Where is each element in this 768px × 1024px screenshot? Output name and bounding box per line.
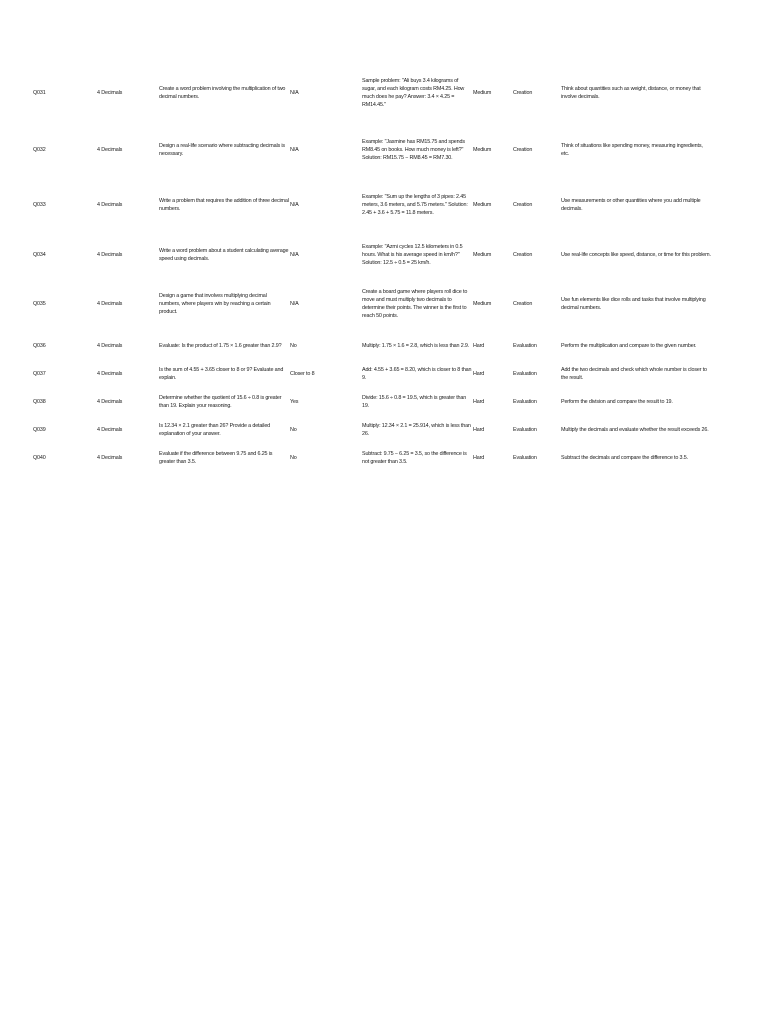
answer-cell	[290, 418, 350, 442]
example-solution-cell	[362, 232, 472, 278]
cognitive-level-cell-text: Creation	[513, 89, 533, 96]
question-id-cell	[33, 446, 83, 470]
difficulty-cell-text: Hard	[473, 398, 485, 405]
example-solution-cell-text: Multiply: 1.75 × 1.6 = 2.8, which is less than 2.9.	[362, 342, 470, 349]
table-row	[0, 277, 768, 331]
question-id-cell-text: Q032	[33, 146, 46, 153]
answer-cell-text: N/A	[290, 146, 299, 153]
difficulty-cell-text: Medium	[473, 300, 492, 307]
question-id-cell	[33, 232, 83, 278]
topic-cell-text: 4 Decimals	[97, 251, 123, 258]
difficulty-cell	[473, 334, 509, 358]
hint-cell	[561, 390, 711, 414]
question-id-cell	[33, 277, 83, 331]
question-id-cell-text: Q038	[33, 398, 46, 405]
topic-cell	[97, 446, 152, 470]
question-cell	[159, 277, 289, 331]
hint-cell-text: Think about quantities such as weight, distance, or money that involve decimals.	[561, 85, 701, 100]
topic-cell	[97, 182, 152, 228]
example-solution-cell	[362, 62, 472, 124]
cognitive-level-cell	[513, 127, 557, 173]
cognitive-level-cell	[513, 182, 557, 228]
answer-cell	[290, 182, 350, 228]
answer-cell	[290, 362, 350, 386]
example-solution-cell-text: Create a board game where players roll dice to move and must multiply two decimals to determine their points. The winner is the first to reach 50 points.	[362, 288, 468, 320]
question-cell-text: Evaluate: Is the product of 1.75 × 1.6 greater than 2.9?	[159, 342, 282, 349]
answer-cell-text: N/A	[290, 300, 299, 307]
difficulty-cell-text: Medium	[473, 251, 492, 258]
question-id-cell-text: Q037	[33, 370, 46, 377]
answer-cell-text: N/A	[290, 201, 299, 208]
question-cell	[159, 446, 289, 470]
example-solution-cell-text: Sample problem: "Ali buys 3.4 kilograms of sugar, and each kilogram costs RM4.25. How much does he pay? Answer: 3.4 × 4.25 = RM14.45."	[362, 77, 465, 109]
topic-cell-text: 4 Decimals	[97, 426, 123, 433]
difficulty-cell	[473, 182, 509, 228]
hint-cell	[561, 334, 711, 358]
answer-cell	[290, 446, 350, 470]
question-cell-text: Determine whether the quotient of 15.6 ÷ 0.8 is greater than 19. Explain your reasoning.	[159, 394, 282, 409]
topic-cell	[97, 362, 152, 386]
hint-cell-text: Use fun elements like dice rolls and tasks that involve multiplying decimal numbers.	[561, 296, 706, 311]
question-id-cell	[33, 418, 83, 442]
hint-cell	[561, 446, 711, 470]
difficulty-cell	[473, 362, 509, 386]
cognitive-level-cell-text: Evaluation	[513, 342, 537, 349]
cognitive-level-cell-text: Creation	[513, 300, 533, 307]
question-cell	[159, 232, 289, 278]
difficulty-cell	[473, 418, 509, 442]
question-id-cell-text: Q031	[33, 89, 46, 96]
hint-cell-text: Use measurements or other quantities where you add multiple decimals.	[561, 197, 701, 212]
cognitive-level-cell-text: Evaluation	[513, 454, 537, 461]
cognitive-level-cell-text: Evaluation	[513, 426, 537, 433]
question-id-cell-text: Q034	[33, 251, 46, 258]
question-id-cell	[33, 334, 83, 358]
question-id-cell-text: Q033	[33, 201, 46, 208]
question-cell-text: Is 12.34 × 2.1 greater than 26? Provide a detailed explanation of your answer.	[159, 422, 271, 437]
table-row	[0, 362, 768, 386]
hint-cell-text: Add the two decimals and check which whole number is closer to the result.	[561, 366, 707, 381]
topic-cell	[97, 127, 152, 173]
topic-cell-text: 4 Decimals	[97, 201, 123, 208]
topic-cell	[97, 277, 152, 331]
difficulty-cell	[473, 277, 509, 331]
cognitive-level-cell	[513, 446, 557, 470]
question-cell-text: Write a word problem about a student calculating average speed using decimals.	[159, 247, 289, 262]
hint-cell	[561, 62, 711, 124]
answer-cell	[290, 62, 350, 124]
hint-cell-text: Perform the division and compare the result to 19.	[561, 398, 673, 405]
difficulty-cell-text: Hard	[473, 342, 485, 349]
table-row	[0, 182, 768, 228]
question-cell	[159, 334, 289, 358]
hint-cell-text: Think of situations like spending money, measuring ingredients, etc.	[561, 142, 703, 157]
hint-cell	[561, 127, 711, 173]
hint-cell	[561, 277, 711, 331]
difficulty-cell	[473, 127, 509, 173]
question-cell	[159, 127, 289, 173]
hint-cell	[561, 362, 711, 386]
question-cell-text: Design a game that involves multiplying decimal numbers, where players win by reaching a certain product.	[159, 292, 271, 316]
table-row	[0, 390, 768, 414]
question-id-cell	[33, 182, 83, 228]
question-cell	[159, 62, 289, 124]
topic-cell	[97, 418, 152, 442]
answer-cell-text: No	[290, 454, 297, 461]
answer-cell-text: Yes	[290, 398, 299, 405]
question-cell	[159, 182, 289, 228]
example-solution-cell-text: Example: "Sum up the lengths of 3 pipes: 2.45 meters, 3.6 meters, and 5.75 meters." Solution: 2.45 + 3.6 + 5.75 = 11.8 meters.	[362, 193, 468, 217]
topic-cell-text: 4 Decimals	[97, 146, 123, 153]
answer-cell	[290, 390, 350, 414]
cognitive-level-cell-text: Creation	[513, 146, 533, 153]
difficulty-cell-text: Hard	[473, 454, 485, 461]
table-row	[0, 232, 768, 278]
question-cell-text: Is the sum of 4.55 + 3.65 closer to 8 or 9? Evaluate and explain.	[159, 366, 284, 381]
answer-cell-text: No	[290, 426, 297, 433]
table-row	[0, 127, 768, 173]
hint-cell	[561, 232, 711, 278]
cognitive-level-cell-text: Evaluation	[513, 398, 537, 405]
answer-cell	[290, 232, 350, 278]
answer-cell	[290, 277, 350, 331]
question-cell-text: Write a problem that requires the addition of three decimal numbers.	[159, 197, 289, 212]
difficulty-cell	[473, 232, 509, 278]
question-id-cell-text: Q035	[33, 300, 46, 307]
example-solution-cell-text: Divide: 15.6 ÷ 0.8 = 19.5, which is greater than 19.	[362, 394, 467, 409]
cognitive-level-cell	[513, 362, 557, 386]
cognitive-level-cell-text: Creation	[513, 201, 533, 208]
question-id-cell	[33, 390, 83, 414]
example-solution-cell	[362, 334, 472, 358]
answer-cell	[290, 334, 350, 358]
question-cell	[159, 390, 289, 414]
answer-cell-text: N/A	[290, 89, 299, 96]
topic-cell-text: 4 Decimals	[97, 454, 123, 461]
hint-cell-text: Use real-life concepts like speed, distance, or time for this problem.	[561, 251, 711, 258]
question-cell-text: Evaluate if the difference between 9.75 and 6.25 is greater than 3.5.	[159, 450, 273, 465]
difficulty-cell	[473, 446, 509, 470]
answer-cell-text: No	[290, 342, 297, 349]
topic-cell-text: 4 Decimals	[97, 370, 123, 377]
topic-cell	[97, 232, 152, 278]
topic-cell-text: 4 Decimals	[97, 89, 123, 96]
table-row	[0, 446, 768, 470]
question-id-cell-text: Q040	[33, 454, 46, 461]
cognitive-level-cell	[513, 418, 557, 442]
example-solution-cell-text: Example: "Jasmine has RM15.75 and spends RM8.45 on books. How much money is left?" Solution: RM15.75 − RM8.45 = RM7.30.	[362, 138, 465, 162]
table-row	[0, 62, 768, 124]
table-row	[0, 418, 768, 442]
difficulty-cell-text: Medium	[473, 89, 492, 96]
example-solution-cell	[362, 390, 472, 414]
question-id-cell	[33, 127, 83, 173]
example-solution-cell	[362, 127, 472, 173]
difficulty-cell-text: Hard	[473, 370, 485, 377]
cognitive-level-cell-text: Evaluation	[513, 370, 537, 377]
difficulty-cell-text: Hard	[473, 426, 485, 433]
difficulty-cell	[473, 390, 509, 414]
topic-cell-text: 4 Decimals	[97, 300, 123, 307]
example-solution-cell	[362, 362, 472, 386]
example-solution-cell	[362, 182, 472, 228]
question-id-cell-text: Q039	[33, 426, 46, 433]
topic-cell	[97, 334, 152, 358]
question-id-cell-text: Q036	[33, 342, 46, 349]
hint-cell	[561, 418, 711, 442]
cognitive-level-cell-text: Creation	[513, 251, 533, 258]
question-cell	[159, 362, 289, 386]
example-solution-cell-text: Multiply: 12.34 × 2.1 = 25.914, which is less than 26.	[362, 422, 471, 437]
cognitive-level-cell	[513, 390, 557, 414]
question-id-cell	[33, 62, 83, 124]
question-cell	[159, 418, 289, 442]
example-solution-cell	[362, 277, 472, 331]
topic-cell	[97, 390, 152, 414]
hint-cell-text: Subtract the decimals and compare the difference to 3.5.	[561, 454, 688, 461]
cognitive-level-cell	[513, 277, 557, 331]
example-solution-cell-text: Example: "Azmi cycles 12.5 kilometers in 0.5 hours. What is his average speed in km/h?" Solution: 12.5 ÷ 0.5 = 25 km/h.	[362, 243, 463, 267]
cognitive-level-cell	[513, 62, 557, 124]
answer-cell-text: Closer to 8	[290, 370, 315, 377]
hint-cell	[561, 182, 711, 228]
difficulty-cell-text: Medium	[473, 146, 492, 153]
question-cell-text: Design a real-life scenario where subtracting decimals is necessary.	[159, 142, 285, 157]
example-solution-cell	[362, 418, 472, 442]
hint-cell-text: Multiply the decimals and evaluate whether the result exceeds 26.	[561, 426, 709, 433]
question-id-cell	[33, 362, 83, 386]
table-row	[0, 334, 768, 358]
hint-cell-text: Perform the multiplication and compare to the given number.	[561, 342, 697, 349]
question-cell-text: Create a word problem involving the multiplication of two decimal numbers.	[159, 85, 286, 100]
cognitive-level-cell	[513, 232, 557, 278]
topic-cell-text: 4 Decimals	[97, 398, 123, 405]
cognitive-level-cell	[513, 334, 557, 358]
difficulty-cell	[473, 62, 509, 124]
example-solution-cell-text: Subtract: 9.75 − 6.25 = 3.5, so the difference is not greater than 3.5.	[362, 450, 467, 465]
example-solution-cell	[362, 446, 472, 470]
example-solution-cell-text: Add: 4.55 + 3.65 = 8.20, which is closer to 8 than 9.	[362, 366, 472, 381]
answer-cell-text: N/A	[290, 251, 299, 258]
answer-cell	[290, 127, 350, 173]
topic-cell	[97, 62, 152, 124]
topic-cell-text: 4 Decimals	[97, 342, 123, 349]
difficulty-cell-text: Medium	[473, 201, 492, 208]
